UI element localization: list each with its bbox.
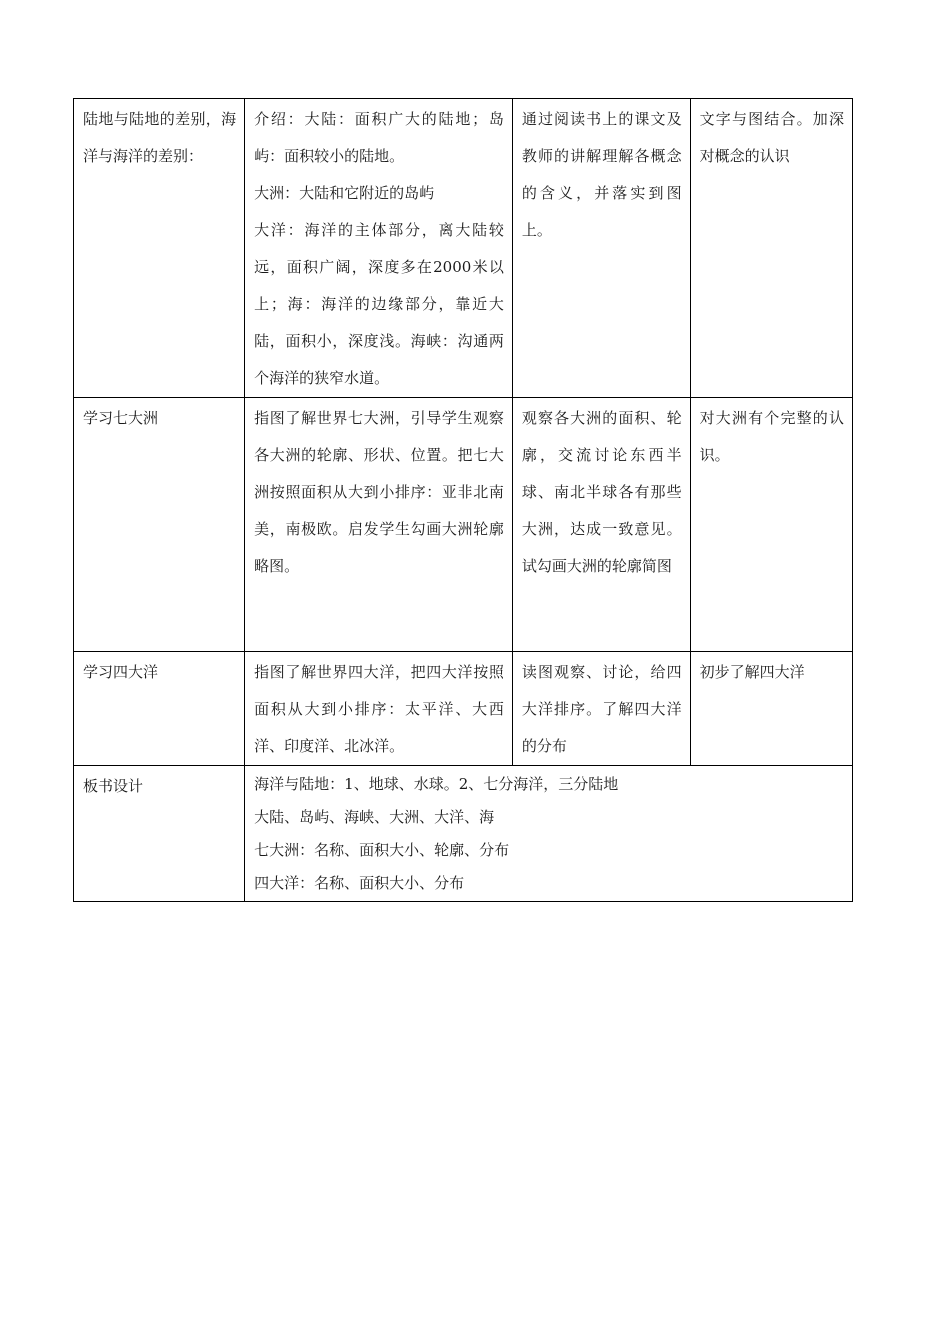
teacher-activity-text: 指图了解世界七大洲，引导学生观察各大洲的轮廓、形状、位置。把七大洲按照面积从大到小排序：亚非北南美，南极欧。启发学生勾画大洲轮廓略图。: [254, 409, 504, 575]
teacher-activity-text: 大洲：大陆和它附近的岛屿: [254, 184, 435, 202]
design-intent-cell: [690, 398, 852, 652]
student-activity-text: 通过阅读书上的课文及教师的讲解理解各概念的含义，并落实到图上。: [521, 110, 682, 239]
design-intent-text: 对大洲有个完整的认识。: [699, 409, 844, 464]
board-line: 七大洲：名称、面积大小、轮廓、分布: [254, 841, 510, 859]
design-intent-cell: [690, 652, 852, 766]
table-row: [74, 99, 853, 398]
board-label-cell: [74, 766, 245, 902]
teacher-activity-cell: [245, 99, 513, 398]
teacher-activity-text: 大洋：海洋的主体部分，离大陆较远，面积广阔，深度多在2000米以上；海：海洋的边缘部分，靠近大陆，面积小，深度浅。海峡：沟通两个海洋的狭窄水道。: [254, 221, 504, 387]
topic-text: 陆地与陆地的差别，海洋与海洋的差别：: [83, 110, 237, 165]
teacher-activity-cell: [245, 398, 513, 652]
topic-cell: [74, 398, 245, 652]
board-line: 四大洋：名称、面积大小、分布: [254, 874, 465, 892]
topic-cell: [74, 652, 245, 766]
student-activity-cell: [512, 652, 690, 766]
topic-cell: [74, 99, 245, 398]
design-intent-text: 文字与图结合。加深对概念的认识: [699, 110, 844, 165]
student-activity-cell: [512, 99, 690, 398]
table-row: [74, 652, 853, 766]
teacher-activity-cell: [245, 652, 513, 766]
student-activity-cell: [512, 398, 690, 652]
table-row: [74, 398, 853, 652]
lesson-plan-table: [73, 98, 853, 902]
teacher-activity-text: 介绍：大陆：面积广大的陆地；岛屿：面积较小的陆地。: [254, 110, 504, 165]
board-line: 海洋与陆地：1、地球、水球。2、七分海洋，三分陆地: [254, 775, 619, 793]
board-line: 大陆、岛屿、海峡、大洲、大洋、海: [254, 808, 495, 826]
topic-text: 学习四大洋: [83, 663, 159, 681]
student-activity-text: 读图观察、讨论，给四大洋排序。了解四大洋的分布: [521, 663, 682, 755]
board-label: 板书设计: [83, 777, 144, 795]
design-intent-text: 初步了解四大洋: [699, 663, 805, 681]
board-content-cell: [245, 766, 853, 902]
design-intent-cell: [690, 99, 852, 398]
student-activity-text: 观察各大洲的面积、轮廓，交流讨论东西半球、南北半球各有那些大洲，达成一致意见。试勾画大洲的轮廓简图: [521, 409, 682, 575]
board-design-row: [74, 766, 853, 902]
topic-text: 学习七大洲: [83, 409, 159, 427]
teacher-activity-text: 指图了解世界四大洋，把四大洋按照面积从大到小排序：太平洋、大西洋、印度洋、北冰洋。: [254, 663, 504, 755]
